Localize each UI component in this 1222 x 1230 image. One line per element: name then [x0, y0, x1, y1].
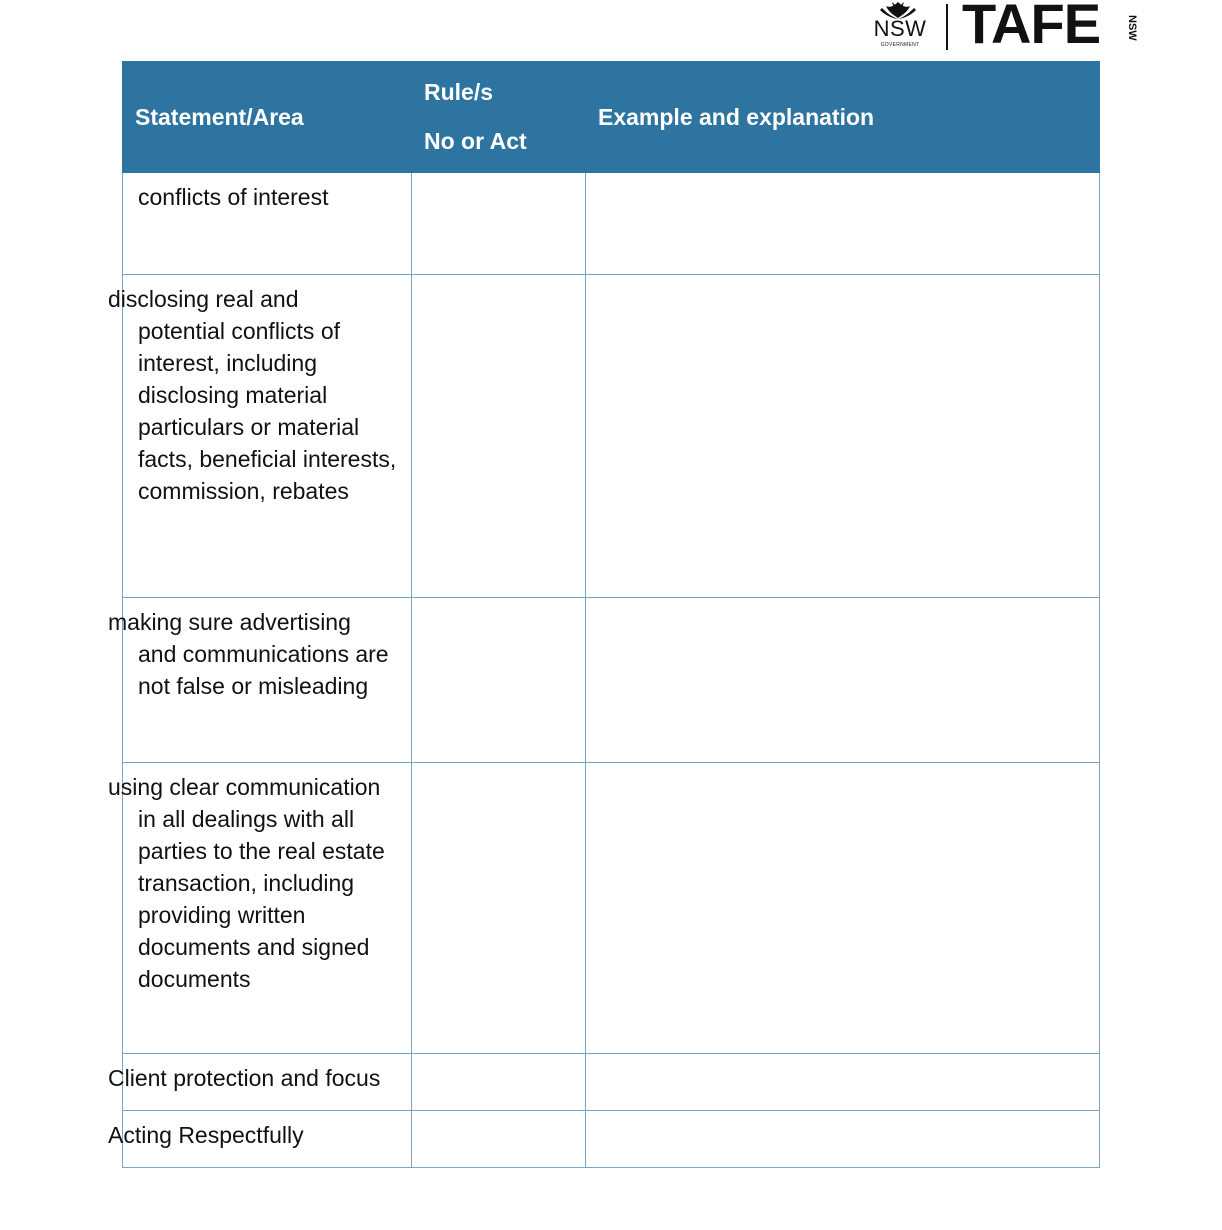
statement-rest: potential conflicts of interest, including disclosing material particulars or material facts, beneficial interests, commission, rebates: [138, 318, 397, 504]
rule-cell[interactable]: [412, 763, 586, 1054]
statement-text: Acting Respectfully: [108, 1122, 304, 1148]
example-cell[interactable]: [586, 598, 1100, 763]
header-example-label: Example and explanation: [598, 103, 875, 130]
statement-cell: [108, 598, 412, 763]
example-cell[interactable]: [586, 763, 1100, 1054]
table-header-row: [123, 62, 1100, 173]
statement-cell: [108, 763, 412, 1054]
tafe-logo-side-text: NSW: [1126, 15, 1138, 41]
table-row: [123, 275, 1100, 598]
example-cell[interactable]: [586, 275, 1100, 598]
nsw-logo-text: NSW: [873, 16, 927, 41]
statement-cell: [108, 1111, 412, 1168]
statement-cell: [108, 275, 412, 598]
header-rule-no-act: [412, 62, 586, 173]
nsw-government-logo: [868, 0, 932, 52]
statement-rest: and communications are not false or misleading: [138, 641, 389, 699]
example-cell[interactable]: [586, 173, 1100, 275]
nsw-logo-subtext: GOVERNMENT: [880, 42, 920, 48]
statement-first-line: disclosing real and: [108, 286, 299, 312]
header-rule-line1: Rule/s: [424, 79, 494, 105]
header-rule-line2: No or Act: [424, 128, 527, 154]
logo-divider: [946, 4, 948, 50]
statement-first-line: making sure advertising: [108, 609, 351, 635]
statement-text: Client protection and focus: [108, 1065, 381, 1091]
header-statement-area: [123, 62, 412, 173]
rules-table-wrapper: [108, 61, 1099, 1168]
table-row: [123, 173, 1100, 275]
rule-cell[interactable]: [412, 1054, 586, 1111]
header-example-explanation: [586, 62, 1100, 173]
header-logos: [860, 0, 1150, 56]
header-statement-area-label: Statement/Area: [135, 103, 304, 130]
statement-cell: [123, 173, 412, 275]
table-row: [123, 598, 1100, 763]
rule-cell[interactable]: [412, 1111, 586, 1168]
rule-cell[interactable]: [412, 598, 586, 763]
statement-text: conflicts of interest: [138, 184, 329, 210]
tafe-logo-text: TAFE: [962, 0, 1101, 55]
example-cell[interactable]: [586, 1054, 1100, 1111]
example-cell[interactable]: [586, 1111, 1100, 1168]
rule-cell[interactable]: [412, 173, 586, 275]
table-row: [123, 763, 1100, 1054]
rules-table: [108, 61, 1100, 1168]
table-row: [123, 1054, 1100, 1111]
table-row: [123, 1111, 1100, 1168]
statement-first-line: using clear communication: [108, 774, 381, 800]
statement-rest: in all dealings with all parties to the real estate transaction, including providing written documents and signed documents: [138, 806, 385, 992]
statement-cell: [108, 1054, 412, 1111]
rule-cell[interactable]: [412, 275, 586, 598]
